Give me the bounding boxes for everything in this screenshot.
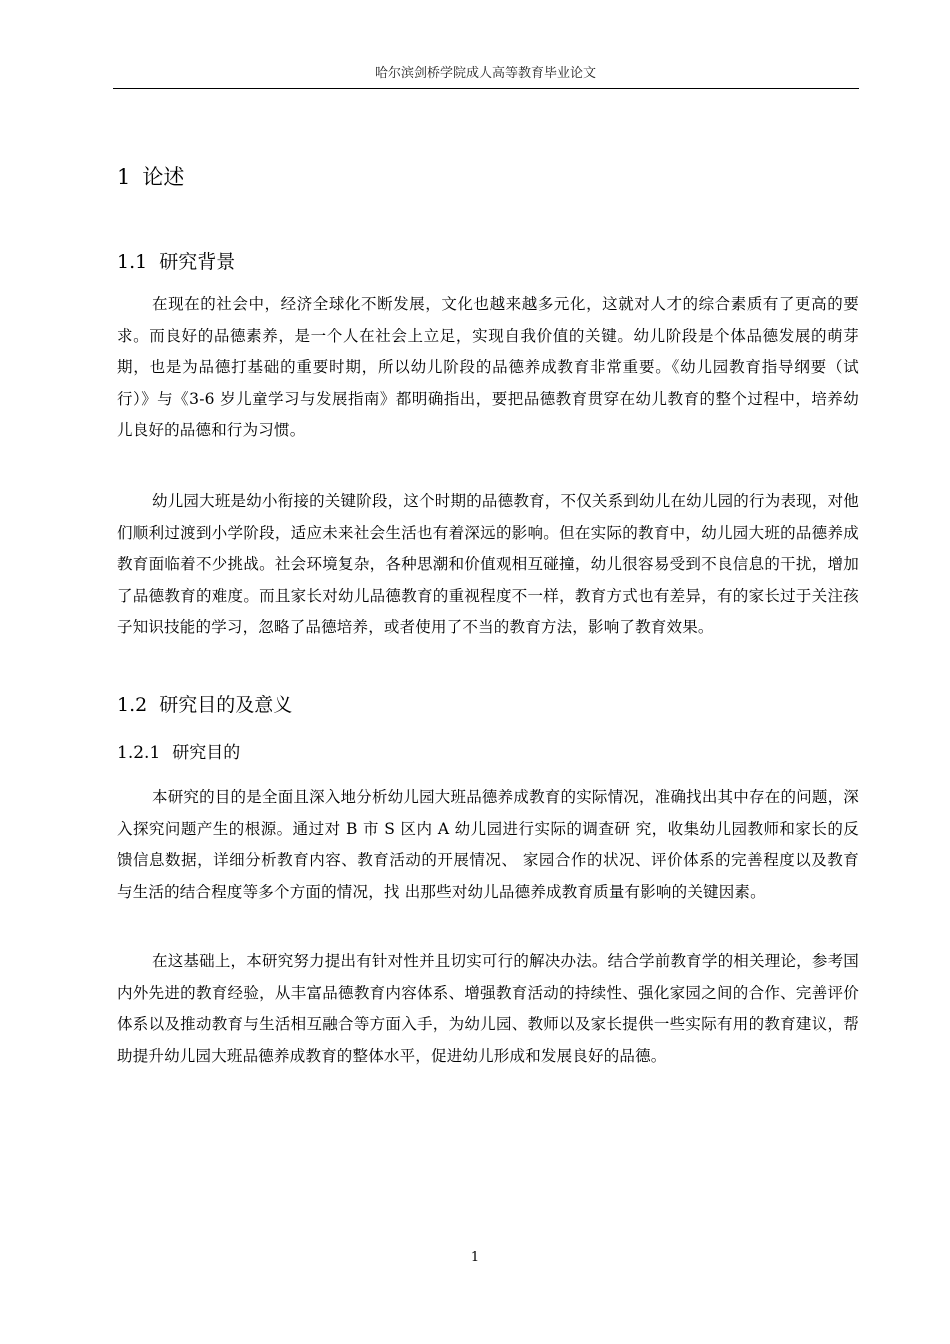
section-heading-1-2 [117, 691, 292, 719]
chapter-number: 1 [117, 165, 131, 189]
chapter-title: 论述 [142, 165, 185, 189]
paragraph: 幼儿园大班是幼小衔接的关键阶段，这个时期的品德教育，不仅关系到幼儿在幼儿园的行为表现，对他们顺利过渡到小学阶段，适应未来社会生活也有着深远的影响。但在实际的教育中，幼儿园大班的品德养成教育面临着不少挑战。社会环境复杂，各种思潮和价值观相互碰撞，幼儿很容易受到不良信息的干扰，增加了品德教育的难度。而且家长对幼儿品德教育的重视程度不一样，教育方式也有差异，有的家长过于关注孩子知识技能的学习，忽略了品德培养，或者使用了不当的教育方法，影响了教育效果。 [117, 492, 859, 636]
section-number: 1.2 [117, 694, 148, 716]
section-title: 研究目的及意义 [159, 694, 293, 716]
section-number: 1.1 [117, 251, 148, 273]
section-heading-1-1 [117, 248, 235, 276]
subsection-title: 研究目的 [172, 743, 241, 763]
paragraph: 在这基础上，本研究努力提出有针对性并且切实可行的解决办法。结合学前教育学的相关理论，参考国内外先进的教育经验，从丰富品德教育内容体系、增强教育活动的持续性、强化家园之间的合作、完善评价体系以及推动教育与生活相互融合等方面入手，为幼儿园、教师以及家长提供一些实际有用的教育建议，帮助提升幼儿园大班品德养成教育的整体水平，促进幼儿形成和发展良好的品德。 [117, 952, 859, 1065]
header-rule [113, 88, 859, 89]
running-header: 哈尔滨剑桥学院成人高等教育毕业论文 [374, 66, 596, 81]
subsection-heading-1-2-1 [117, 740, 240, 766]
chapter-heading [117, 162, 184, 192]
paragraph: 本研究的目的是全面且深入地分析幼儿园大班品德养成教育的实际情况，准确找出其中存在的问题，深入探究问题产生的根源。通过对 B 市 S 区内 A 幼儿园进行实际的调查研 究，收集幼儿园教师和家长的反馈信息数据，详细分析教育内容、教育活动的开展情况、 家园合作的状况、评价体系的完善程度以及教育与生活的结合程度等多个方面的情况，找 出那些对幼儿品德养成教育质量有影响的关键因素。 [117, 788, 859, 901]
page-number: 1 [470, 1250, 480, 1265]
paragraph: 在现在的社会中，经济全球化不断发展，文化也越来越多元化，这就对人才的综合素质有了更高的要求。而良好的品德素养，是一个人在社会上立足，实现自我价值的关键。幼儿阶段是个体品德发展的萌芽期，也是为品德打基础的重要时期，所以幼儿阶段的品德养成教育非常重要。《幼儿园教育指导纲要（试行）》与《3-6 岁儿童学习与发展指南》都明确指出，要把品德教育贯穿在幼儿教育的整个过程中，培养幼儿良好的品德和行为习惯。 [117, 295, 859, 439]
section-title: 研究背景 [159, 251, 236, 273]
subsection-number: 1.2.1 [117, 743, 161, 763]
